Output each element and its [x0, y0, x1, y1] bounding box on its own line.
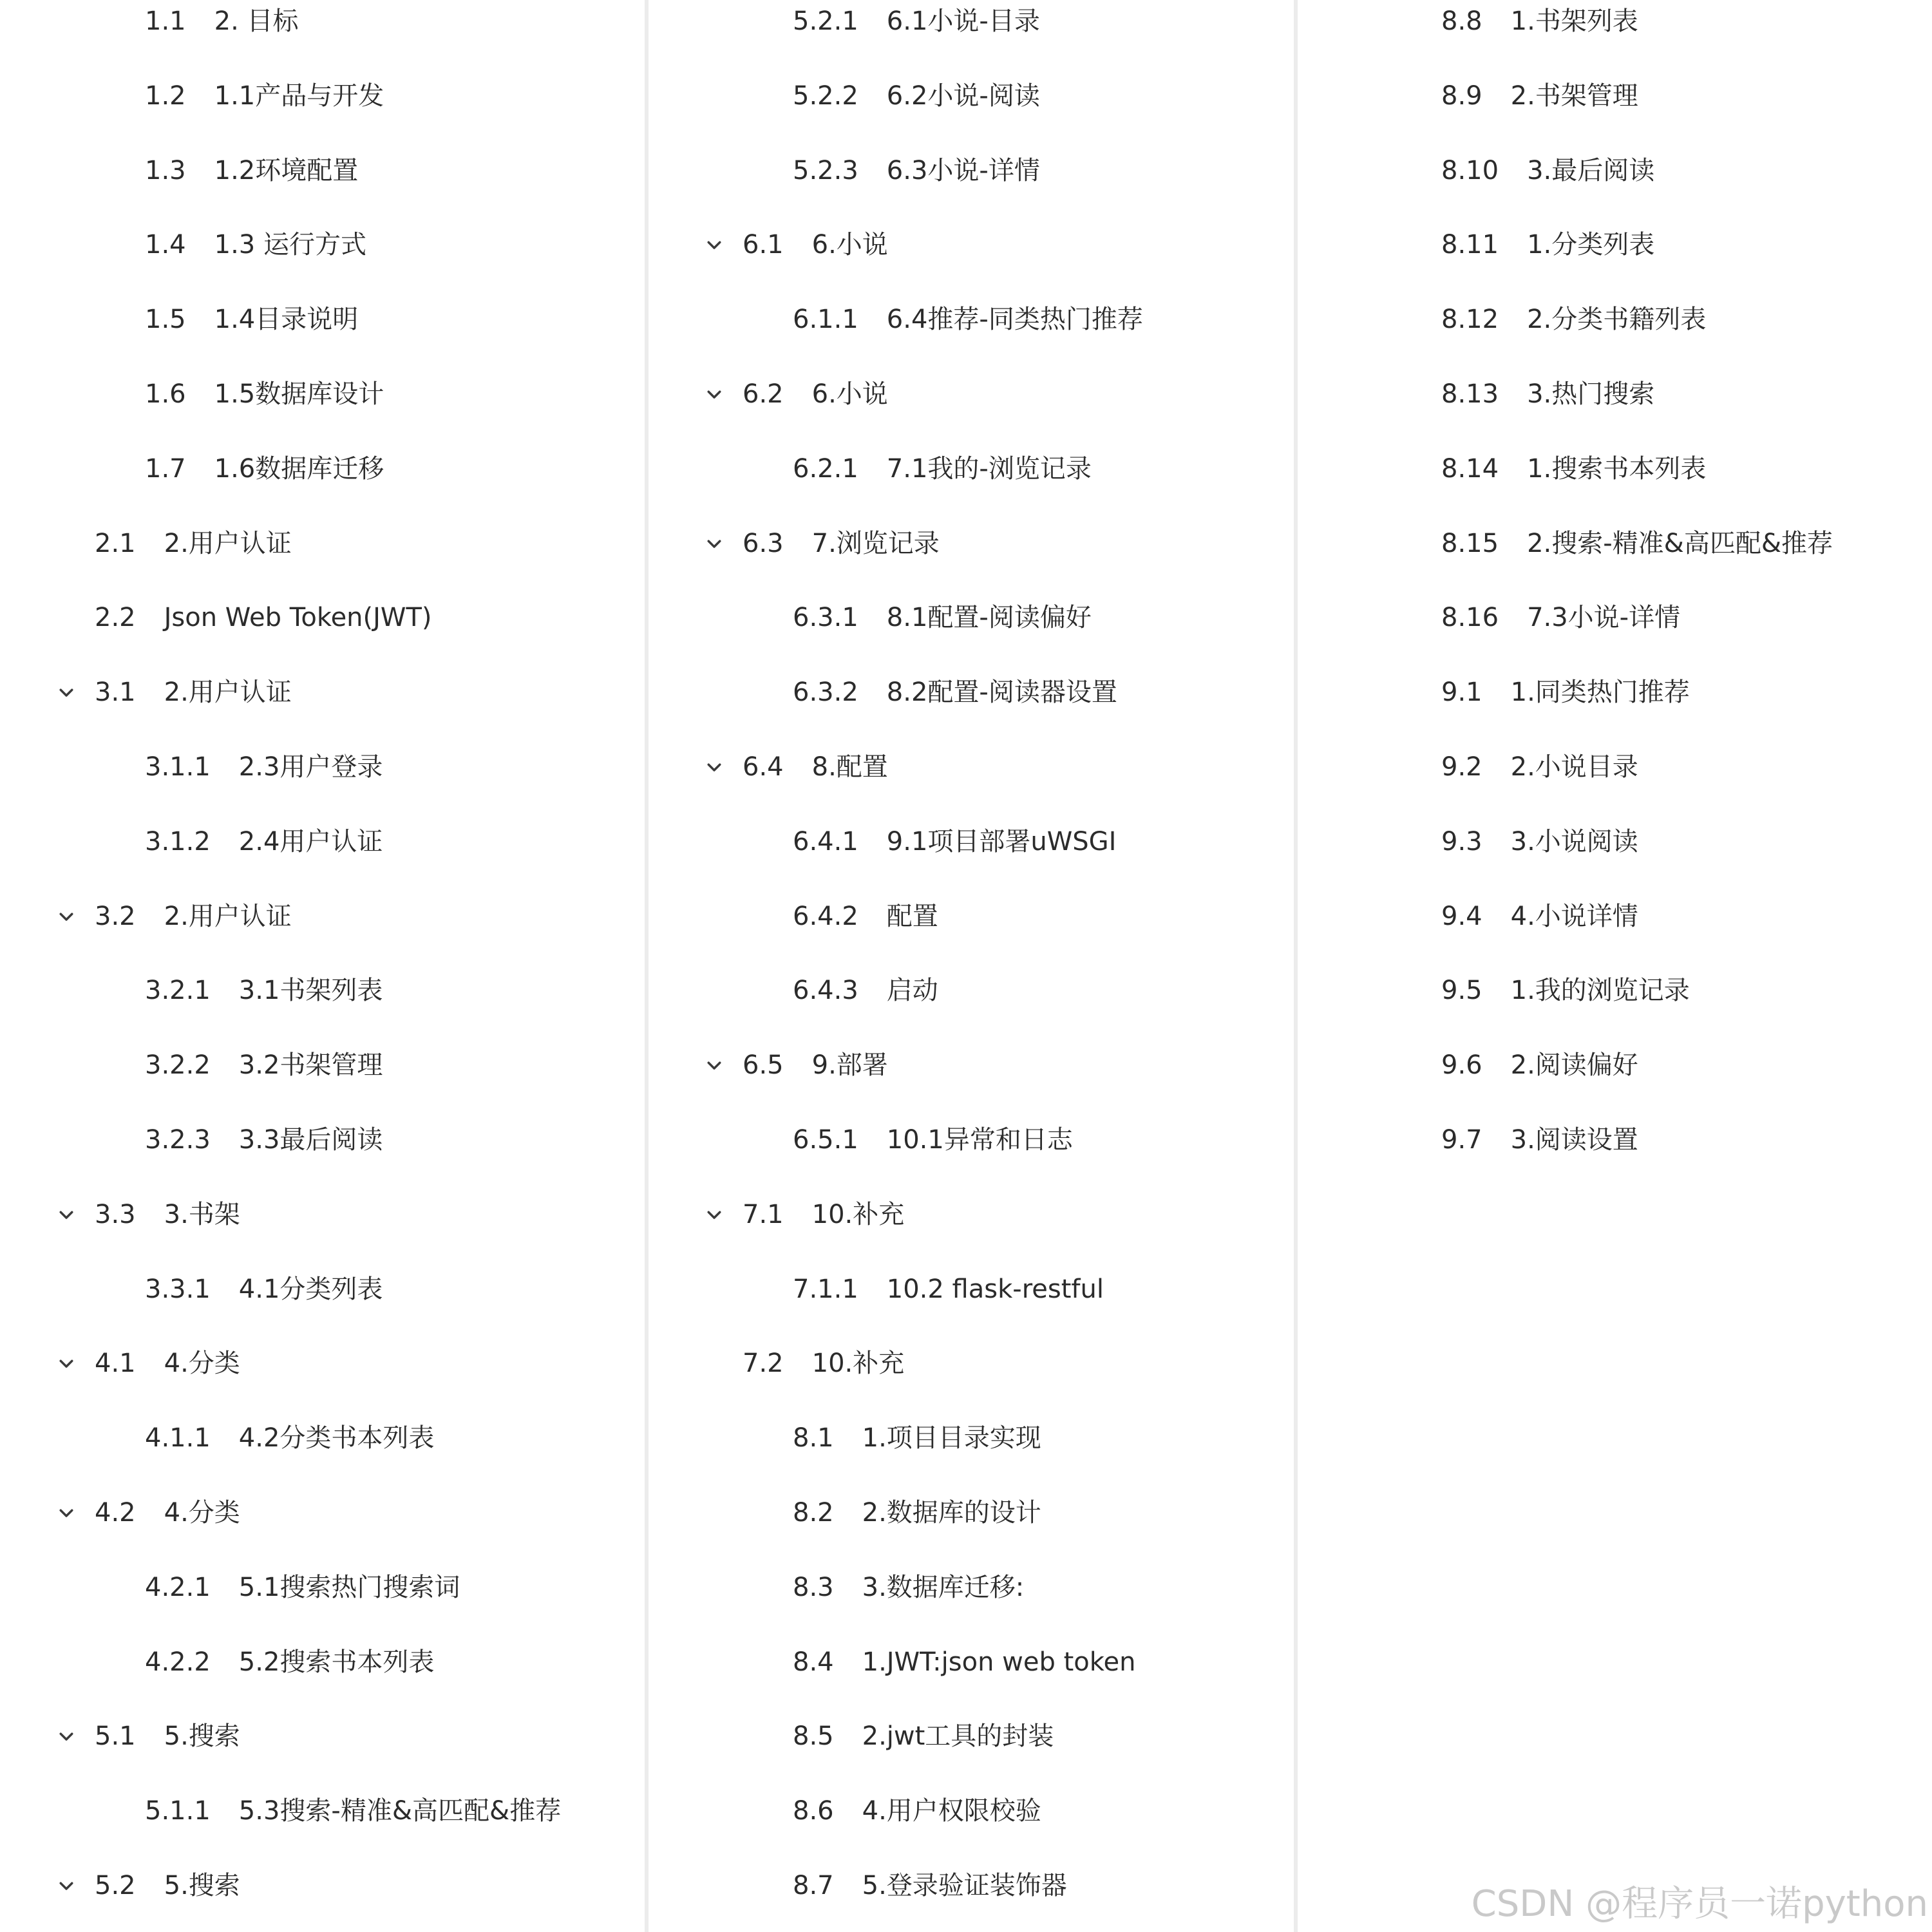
toc-item[interactable]: [145, 1036, 383, 1094]
toc-item-number: 6.4.2: [793, 902, 858, 931]
toc-item-number: 8.11: [1441, 230, 1499, 260]
toc-column-3: [1298, 0, 1932, 1932]
toc-item-number: 3.1: [95, 677, 136, 707]
toc-item[interactable]: [145, 365, 384, 423]
toc-item-number: 5.2.1: [793, 6, 858, 36]
toc-item-label: 1.1产品与开发: [214, 81, 384, 111]
toc-item-number: 6.2: [743, 379, 784, 409]
toc-item-label: 1.搜索书本列表: [1527, 454, 1707, 484]
toc-item[interactable]: [1441, 0, 1638, 50]
toc-item[interactable]: [145, 1782, 561, 1840]
toc-item[interactable]: [793, 813, 1116, 871]
toc-item-number: 1.7: [145, 454, 186, 484]
toc-item[interactable]: [145, 216, 366, 274]
toc-item-number: 8.1: [793, 1423, 834, 1453]
toc-item-number: 6.4.3: [793, 976, 858, 1005]
chevron-down-icon[interactable]: [56, 1502, 77, 1523]
toc-item-number: 6.2.1: [793, 454, 858, 484]
toc-item-label: 7.1我的-浏览记录: [886, 454, 1092, 484]
toc-item-label: 1.6数据库迁移: [214, 454, 384, 484]
toc-item[interactable]: [743, 1036, 888, 1094]
toc-item-number: 8.3: [793, 1573, 834, 1602]
toc-item-number: 4.1: [95, 1349, 136, 1378]
toc-item-number: 8.16: [1441, 603, 1499, 632]
toc-item-label: 3.2书架管理: [238, 1050, 383, 1080]
toc-item-label: 10.补充: [811, 1349, 905, 1378]
toc-column-1: [0, 0, 645, 1932]
toc-item-number: 8.10: [1441, 156, 1499, 185]
toc-item[interactable]: [793, 1111, 1073, 1169]
toc-item[interactable]: [95, 1707, 240, 1765]
toc-item[interactable]: [793, 589, 1092, 647]
toc-item-label: 3.最后阅读: [1527, 156, 1655, 185]
chevron-down-icon[interactable]: [56, 906, 77, 927]
toc-item-label: 启动: [886, 976, 938, 1005]
toc-item-label: 6.小说: [811, 230, 888, 260]
toc-item-number: 1.3: [145, 156, 186, 185]
toc-item-number: 9.1: [1441, 677, 1482, 707]
toc-item-label: 5.2搜索书本列表: [238, 1647, 435, 1677]
toc-item-label: 4.小说详情: [1510, 902, 1638, 931]
toc-item-label: 8.2配置-阅读器设置: [886, 677, 1117, 707]
toc-item[interactable]: [95, 1857, 240, 1915]
toc-item-label: 8.1配置-阅读偏好: [886, 603, 1092, 632]
toc-item[interactable]: [145, 0, 299, 50]
toc-item-number: 6.5.1: [793, 1125, 858, 1155]
chevron-down-icon[interactable]: [56, 682, 77, 703]
toc-item[interactable]: [1441, 142, 1654, 200]
toc-item-label: 3.数据库迁移:: [862, 1573, 1025, 1602]
toc-item-number: 8.8: [1441, 6, 1482, 36]
toc-item[interactable]: [145, 440, 384, 498]
toc-item[interactable]: [743, 1186, 904, 1244]
toc-item[interactable]: [145, 1558, 460, 1616]
chevron-down-icon[interactable]: [56, 1204, 77, 1225]
toc-item-label: 1.4目录说明: [214, 305, 359, 334]
toc-item-label: 2.分类书籍列表: [1527, 305, 1707, 334]
toc-item-number: 8.12: [1441, 305, 1499, 334]
toc-item-label: 10.补充: [811, 1200, 905, 1229]
toc-item-label: 10.1异常和日志: [886, 1125, 1073, 1155]
toc-item-number: 6.1: [743, 230, 784, 260]
toc-item-label: 4.1分类列表: [238, 1274, 383, 1304]
toc-item-label: 2.jwt工具的封装: [862, 1721, 1054, 1751]
toc-item-label: 3.书架: [164, 1200, 240, 1229]
toc-item[interactable]: [145, 142, 358, 200]
toc-item-number: 7.1.1: [793, 1274, 858, 1304]
toc-item-label: 7.3小说-详情: [1527, 603, 1681, 632]
toc-item-number: 3.3.1: [145, 1274, 211, 1304]
toc-item[interactable]: [145, 1409, 434, 1467]
toc-item-label: 5.搜索: [164, 1721, 240, 1751]
toc-item-label: 2.用户认证: [164, 677, 292, 707]
toc-item-label: 2.用户认证: [164, 902, 292, 931]
toc-item-label: 2.书架管理: [1510, 81, 1638, 111]
toc-item-number: 7.1: [743, 1200, 784, 1229]
toc-item[interactable]: [1441, 440, 1706, 498]
toc-item[interactable]: [145, 1260, 383, 1318]
chevron-down-icon[interactable]: [56, 1875, 77, 1896]
chevron-down-icon[interactable]: [704, 533, 724, 554]
toc-item-number: 5.2.3: [793, 156, 858, 185]
toc-item-label: 4.用户权限校验: [862, 1796, 1041, 1826]
toc-item[interactable]: [793, 290, 1143, 348]
toc-item-number: 3.1.1: [145, 752, 211, 782]
toc-item[interactable]: [145, 1111, 383, 1169]
toc-item[interactable]: [1441, 67, 1638, 125]
toc-item-label: 1.书架列表: [1510, 6, 1638, 36]
toc-item-label: Json Web Token(JWT): [164, 603, 432, 632]
toc-item[interactable]: [95, 515, 292, 573]
toc-item-label: 3.1书架列表: [238, 976, 383, 1005]
toc-item[interactable]: [793, 1707, 1054, 1765]
toc-item-number: 6.3: [743, 529, 784, 558]
toc-item-number: 3.3: [95, 1200, 136, 1229]
toc-item-number: 3.2.3: [145, 1125, 211, 1155]
toc-item-number: 8.14: [1441, 454, 1499, 484]
toc-item-number: 3.1.2: [145, 827, 211, 857]
toc-item-number: 4.1.1: [145, 1423, 211, 1453]
toc-item[interactable]: [793, 440, 1092, 498]
toc-item-number: 5.2.2: [793, 81, 858, 111]
toc-item-label: 2.小说目录: [1510, 752, 1638, 782]
toc-column-2: [649, 0, 1294, 1932]
toc-item-label: 1.我的浏览记录: [1510, 976, 1690, 1005]
toc-item[interactable]: [793, 961, 938, 1019]
toc-item-number: 6.1.1: [793, 305, 858, 334]
chevron-down-icon[interactable]: [704, 757, 724, 777]
toc-item-label: 5.3搜索-精准&高匹配&推荐: [238, 1796, 562, 1826]
toc-item-label: 2.数据库的设计: [862, 1498, 1041, 1528]
toc-item[interactable]: [793, 1558, 1024, 1616]
toc-item-number: 9.2: [1441, 752, 1482, 782]
toc-item-number: 9.6: [1441, 1050, 1482, 1080]
watermark: CSDN @程序员一诺python: [1471, 1883, 1928, 1925]
toc-item[interactable]: [743, 216, 888, 274]
toc-item[interactable]: [793, 1782, 1041, 1840]
toc-item-number: 5.2: [95, 1871, 136, 1900]
toc-item-number: 4.2.1: [145, 1573, 211, 1602]
toc-item-number: 2.1: [95, 529, 136, 558]
toc-item[interactable]: [1441, 365, 1654, 423]
toc-item-number: 8.6: [793, 1796, 834, 1826]
toc-item-label: 6.3小说-详情: [886, 156, 1040, 185]
toc-item[interactable]: [1441, 887, 1638, 945]
toc-item-number: 8.2: [793, 1498, 834, 1528]
toc-item-number: 1.1: [145, 6, 186, 36]
toc-item-label: 2.用户认证: [164, 529, 292, 558]
toc-item[interactable]: [793, 1633, 1135, 1691]
chevron-down-icon[interactable]: [704, 384, 724, 404]
toc-item-number: 9.3: [1441, 827, 1482, 857]
toc-item[interactable]: [145, 738, 383, 796]
toc-item-label: 9.部署: [811, 1050, 888, 1080]
toc-item-label: 3.热门搜索: [1527, 379, 1655, 409]
toc-item[interactable]: [145, 813, 383, 871]
toc-item-label: 1.项目目录实现: [862, 1423, 1041, 1453]
toc-item-label: 2.搜索-精准&高匹配&推荐: [1527, 529, 1833, 558]
toc-item-number: 8.7: [793, 1871, 834, 1900]
toc-item-number: 8.5: [793, 1721, 834, 1751]
toc-item-label: 1.2环境配置: [214, 156, 359, 185]
toc-item[interactable]: [793, 887, 938, 945]
toc-item[interactable]: [1441, 738, 1638, 796]
toc-item-number: 5.1: [95, 1721, 136, 1751]
toc-item-number: 6.3.2: [793, 677, 858, 707]
toc-item-number: 5.1.1: [145, 1796, 211, 1826]
toc-item-number: 3.2.2: [145, 1050, 211, 1080]
toc-item-number: 8.15: [1441, 529, 1499, 558]
toc-item-number: 2.2: [95, 603, 136, 632]
toc-item-label: 配置: [886, 902, 938, 931]
toc-item[interactable]: [743, 365, 888, 423]
toc-item-number: 1.5: [145, 305, 186, 334]
toc-item-label: 1.3 运行方式: [214, 230, 366, 260]
toc-item-label: 2.4用户认证: [238, 827, 383, 857]
toc-item-label: 5.登录验证装饰器: [862, 1871, 1067, 1900]
toc-item[interactable]: [95, 1186, 240, 1244]
toc-item-number: 1.4: [145, 230, 186, 260]
toc-item-label: 4.分类: [164, 1349, 240, 1378]
toc-item-label: 4.分类: [164, 1498, 240, 1528]
chevron-down-icon[interactable]: [56, 1726, 77, 1747]
toc-item[interactable]: [1441, 515, 1833, 573]
toc-item-label: 2.阅读偏好: [1510, 1050, 1638, 1080]
toc-item[interactable]: [743, 515, 940, 573]
toc-item[interactable]: [743, 738, 888, 796]
toc-item-label: 4.2分类书本列表: [238, 1423, 435, 1453]
toc-item[interactable]: [1441, 813, 1638, 871]
toc-item-number: 9.7: [1441, 1125, 1482, 1155]
toc-item-number: 1.2: [145, 81, 186, 111]
toc-item[interactable]: [1441, 216, 1654, 274]
toc-item-label: 8.配置: [811, 752, 888, 782]
toc-item-label: 1.同类热门推荐: [1510, 677, 1690, 707]
toc-item-number: 6.4.1: [793, 827, 858, 857]
chevron-down-icon[interactable]: [704, 1204, 724, 1225]
toc-item[interactable]: [95, 887, 292, 945]
toc-item-number: 8.4: [793, 1647, 834, 1677]
toc-item-number: 3.2: [95, 902, 136, 931]
toc-item-label: 6.小说: [811, 379, 888, 409]
toc-item-number: 8.9: [1441, 81, 1482, 111]
toc-item[interactable]: [793, 0, 1040, 50]
toc-item-number: 7.2: [743, 1349, 784, 1378]
toc-item-number: 9.4: [1441, 902, 1482, 931]
toc-item[interactable]: [1441, 589, 1680, 647]
toc-item[interactable]: [743, 1334, 904, 1392]
toc-item[interactable]: [793, 1409, 1041, 1467]
toc-item-label: 7.浏览记录: [811, 529, 940, 558]
toc-item-number: 4.2: [95, 1498, 136, 1528]
toc-item-label: 5.搜索: [164, 1871, 240, 1900]
toc-item-label: 3.阅读设置: [1510, 1125, 1638, 1155]
toc-item[interactable]: [145, 1633, 434, 1691]
chevron-down-icon[interactable]: [704, 1055, 724, 1075]
toc-item[interactable]: [1441, 1036, 1638, 1094]
toc-item[interactable]: [95, 589, 432, 647]
toc-item[interactable]: [793, 1857, 1067, 1915]
toc-item[interactable]: [793, 67, 1040, 125]
toc-item-label: 5.1搜索热门搜索词: [238, 1573, 460, 1602]
toc-item[interactable]: [1441, 1111, 1638, 1169]
toc-item-label: 3.小说阅读: [1510, 827, 1638, 857]
toc-item[interactable]: [145, 67, 384, 125]
toc-item[interactable]: [95, 663, 292, 721]
toc-item-label: 1.分类列表: [1527, 230, 1655, 260]
toc-item-label: 10.2 flask-restful: [886, 1274, 1104, 1304]
toc-item-label: 2. 目标: [214, 6, 299, 36]
toc-item-label: 6.2小说-阅读: [886, 81, 1040, 111]
toc-item-label: 3.3最后阅读: [238, 1125, 383, 1155]
toc-item-label: 1.JWT:json web token: [862, 1647, 1136, 1677]
toc-item-number: 6.4: [743, 752, 784, 782]
toc-item[interactable]: [793, 1260, 1104, 1318]
chevron-down-icon[interactable]: [56, 1353, 77, 1374]
toc-item-number: 1.6: [145, 379, 186, 409]
toc-item-number: 4.2.2: [145, 1647, 211, 1677]
toc-item[interactable]: [95, 1484, 240, 1542]
toc-item[interactable]: [145, 961, 383, 1019]
toc-item-label: 6.4推荐-同类热门推荐: [886, 305, 1143, 334]
toc-item-label: 2.3用户登录: [238, 752, 383, 782]
toc-item[interactable]: [793, 663, 1117, 721]
toc-item-number: 9.5: [1441, 976, 1482, 1005]
toc-item-label: 6.1小说-目录: [886, 6, 1040, 36]
toc-item[interactable]: [145, 290, 358, 348]
toc-item-number: 6.5: [743, 1050, 784, 1080]
toc-item[interactable]: [1441, 290, 1706, 348]
toc-item[interactable]: [793, 1484, 1041, 1542]
toc-item-label: 1.5数据库设计: [214, 379, 384, 409]
toc-item[interactable]: [1441, 961, 1690, 1019]
toc-item-number: 3.2.1: [145, 976, 211, 1005]
toc-item[interactable]: [1441, 663, 1690, 721]
toc-item-number: 6.3.1: [793, 603, 858, 632]
toc-item[interactable]: [95, 1334, 240, 1392]
toc-item-label: 9.1项目部署uWSGI: [886, 827, 1117, 857]
toc-item[interactable]: [793, 142, 1040, 200]
toc-item-number: 8.13: [1441, 379, 1499, 409]
chevron-down-icon[interactable]: [704, 234, 724, 255]
